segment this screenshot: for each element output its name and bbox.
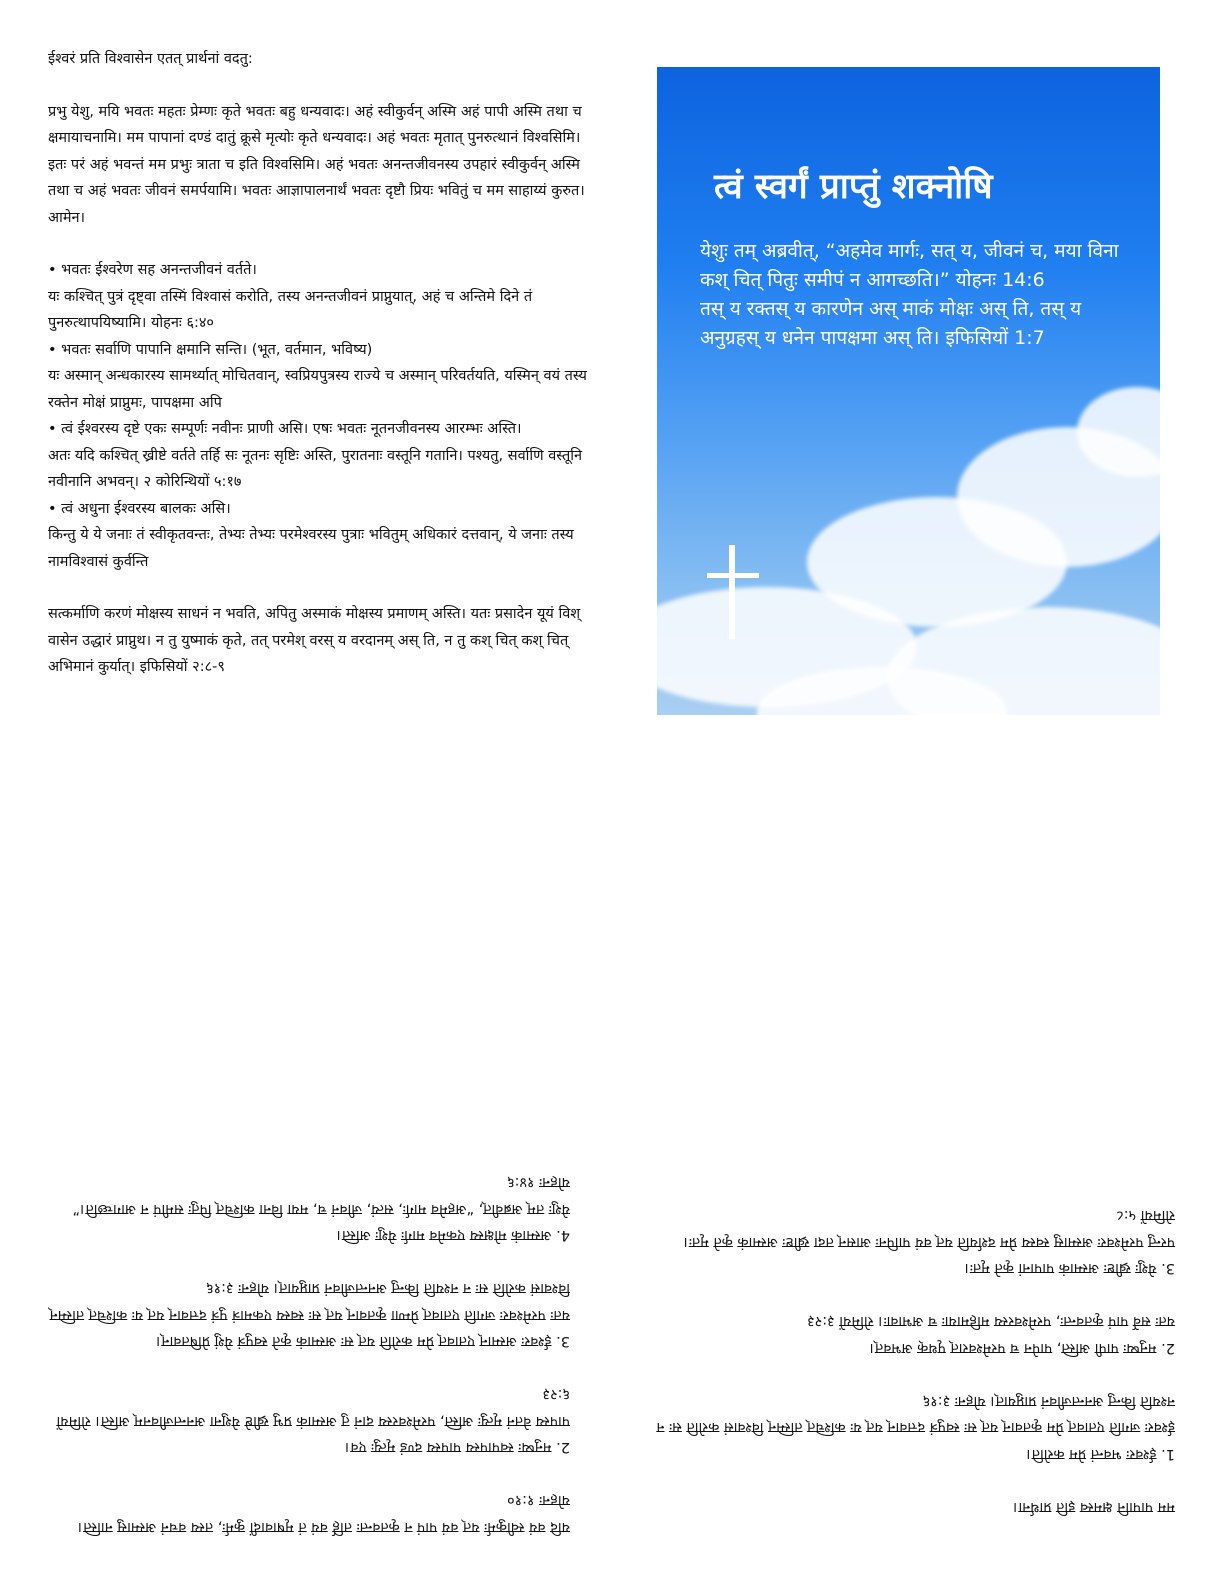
salvation-steps-text: मम पापानि क्षमस्व इति प्रार्थना। 1. ईश्वरः भवन्तं प्रेम करोति। ईश्वरः जगति एतावत् प्रेम कृतवान् यत् सः स्वपुत्रं दत्तवान् यत् यः कश्चित् तस्मिन् विश्वासं करोति सः न नश्यति किन्तु अनन्तजीवनं प्राप्नुयात्। योहनः ३:१६ 2. मनुष्यः पापी अस्ति, पापेन च परमेश्वरात् पृथक् अभवत्। यतः सर्वे पापं कृतवन्तः, परमेश्वरस्य महिमायाः च अभावाः। रोमियों ३:२३ 3. येशुः ख्रीष्टः अस्माकं पापानां कृते मृतः। परन्तु परमेश्वरः अस्मासु स्वस्य प्रेम दर्शयति यत् वयं पापिनः आसन् तदा ख्रीष्टः अस्माकं कृते मृतः। रोमियों ५:८ bbox=[656, 1207, 1175, 1515]
prayer-intro: ईश्वरं प्रति विश्वासेन एतत् प्रार्थनां वदतु: bbox=[48, 51, 253, 67]
cover-panel bbox=[657, 67, 1160, 715]
assurance-points: • भवतः ईश्वरेण सह अनन्तजीवनं वर्तते। यः कश्चित् पुत्रं दृष्ट्वा तस्मिं विश्वासं करोति, तस्य अनन्तजीवनं प्राप्नुयात्, अहं च अन्तिमे दिने तं पुनरुत्थापयिष्यामि। योहनः ६:४० • भवतः सर्वाणि पापानि क्षमानि सन्ति। (भूत, वर्तमान, भविष्य) यः अस्मान् अन्धकारस्य सामर्थ्यात् मोचितवान्, स्वप्रियपुत्रस्य राज्ये च अस्मान् परिवर्तयति, यस्मिन् वयं तस्य रक्तेन मोक्षं प्राप्नुमः, पापक्षमा अपि • त्वं ईश्वरस्य दृष्टे एकः सम्पूर्णः नवीनः प्राणी असि। एषः भवतः नूतनजीवनस्य आरम्भः अस्ति। अतः यदि कश्चित् ख्रीष्टे वर्तते तर्हि सः नूतनः सृष्टिः अस्ति, पुरातनाः वस्तूनि गतानि। पश्यतु, सर्वाणि वस्तूनि नवीनानि अभवन्। २ कोरिन्थियों ५:१७ • त्वं अधुना ईश्वरस्य बालकः असि। किन्तु ये ये जनाः तं स्वीकृतवन्तः, तेभ्यः तेभ्यः परमेश्वरस्य पुत्राः भवितुम् अधिकारं दत्तवान्, ये जनाः तस्य नामविश्वासं कुर्वन्ति bbox=[48, 262, 587, 570]
prayer-text: प्रभु येशु, मयि भवतः महतः प्रेम्णः कृते भवतः बहु धन्यवादः। अहं स्वीकुर्वन् अस्मि अहं पापी अस्मि तथा च क्षमायाचनामि। मम पापानां दण्डं दातुं क्रूसे मृत्योः कृते धन्यवादः। अहं भवतः मृतात् पुनरुत्थानं विश्वसिमि। इतः परं अहं भवन्तं मम प्रभुः त्राता च इति विश्वसिमि। अहं भवतः अनन्तजीवनस्य उपहारं स्वीकुर्वन् अस्मि तथा च अहं भवतः जीवनं समर्पयामि। भवतः आज्ञापालनार्थं भवतः दृष्टौ प्रियः भवितुं च मम साहाय्यं कुरुत। आमेन। bbox=[48, 103, 585, 226]
closing-verse: सत्कर्माणि करणं मोक्षस्य साधनं न भवति, अपितु अस्माकं मोक्षस्य प्रमाणम् अस्ति। यतः प्रसादेन यूयं विश् वासेन उद्धारं प्राप्नुथ। न तु युष्माकं कृते, तत् परमेश् वरस् य वरदानम् अस् ति, न तु कश् चित् कश् चित् अभिमानं कुर्यात्। इफिसियों २:८-९ bbox=[48, 606, 581, 675]
prayer-column bbox=[48, 46, 593, 681]
salvation-steps-panel bbox=[655, 800, 1175, 1520]
cross-icon bbox=[707, 545, 759, 639]
gospel-steps-panel bbox=[45, 800, 570, 1540]
gospel-steps-text: यदि वयं स्वीकुर्मः यत् वयं पापं न कृतवन्तः तर्हि वयं तं मृषावादीं कुर्मः, तस्य वचनं अस्मासु नास्ति। योहनः १:१० 2. मनुष्यः स्वपापस्य पापस्य दण्डं मृत्युः एव। पापस्य वेतनं मृत्युः अस्ति, परमेश्वरस्य दानं तु अस्माकं प्रभु ख्रीष्टे येशुना अनन्तजीवनम् अस्ति। रोमियों ६:२३ 3. ईश्वरः अस्मान् एतावत् प्रेम करोति यत् सः अस्माकं कृते स्वपुत्रं येशुं प्रेषितवान्। यतः परमेश्वरः जगति एतावत् प्रेम्णा कृतवान् यत् सः स्वस्य एकमात्रं पुत्रं दत्तवान् यत् यः कश्चित् तस्मिन् विश्वासं करोति सः न नश्यति किन्तु अनन्तजीवनं प्राप्नुयात्। योहनः ३:१६ 4. अस्माकं मोक्षस्य एकमेव मार्गः येशुः अस्ति। येशुः तम् अब्रवीत्, “अहमेव मार्गः, सत्यं, जीवनं च, मया विना कश्चित् पितुः समीपं न आगच्छति।” योहनः १४:६ bbox=[49, 1174, 570, 1535]
cover-verse: येशुः तम् अब्रवीत्, “अहमेव मार्गः, सत् य, जीवनं च, मया विना कश् चित् पितुः समीपं न आगच्छति।” योहनः 14:6 तस् य रक्तस् य कारणेन अस् माकं मोक्षः अस् ति, तस् य अनुग्रहस् य धनेन पापक्षमा अस् ति। इफिसियों 1:7 bbox=[700, 240, 1119, 349]
cover-title: त्वं स्वर्गं प्राप्तुं शक्नोषि bbox=[714, 167, 993, 207]
